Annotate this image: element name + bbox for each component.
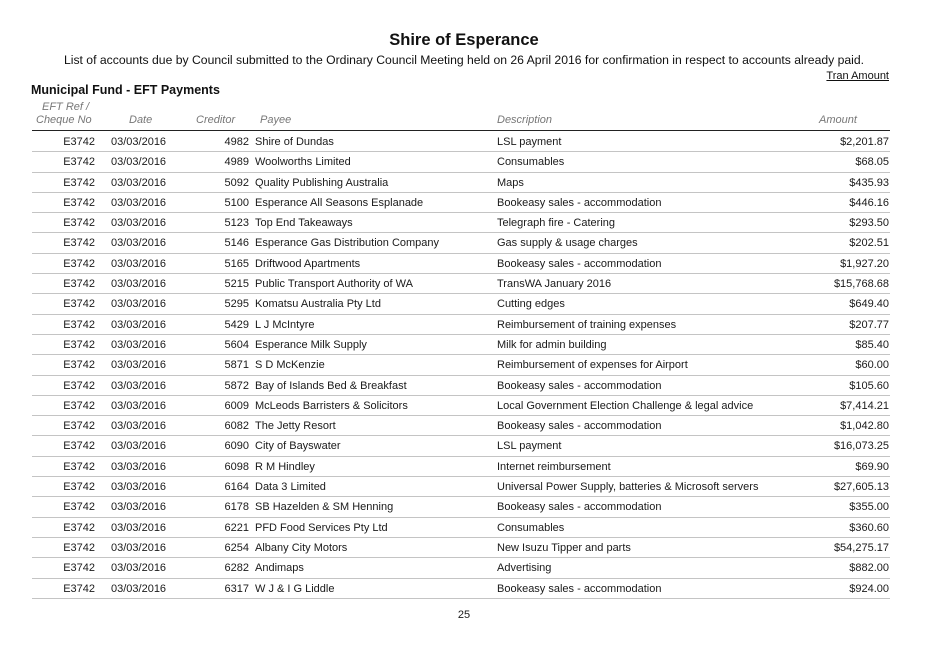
header-date: Date (129, 114, 153, 126)
report-subtitle: List of accounts due by Council submitted to the Ordinary Council Meeting held on 26 April 2016 for confirmation in respect to accounts already paid. (63, 53, 865, 67)
row-creditor: 6082 (224, 420, 249, 433)
header-ref-line2: Cheque No (36, 114, 92, 126)
row-creditor: 5100 (224, 196, 249, 209)
row-payee: Esperance All Seasons Esplanade (255, 196, 424, 209)
table-row (0, 518, 928, 538)
row-amount: $355.00 (849, 501, 889, 514)
table-row (0, 579, 928, 599)
row-amount: $435.93 (849, 176, 889, 189)
row-ref: E3742 (63, 521, 95, 534)
header-description: Description (497, 114, 553, 126)
row-payee: W J & I G Liddle (255, 582, 335, 595)
row-description: Local Government Election Challenge & legal advice (497, 399, 754, 412)
row-description: Reimbursement of training expenses (497, 318, 677, 331)
row-amount: $16,073.25 (833, 440, 889, 453)
row-ref: E3742 (63, 359, 95, 372)
row-creditor: 6254 (224, 541, 249, 554)
header-payee: Payee (260, 114, 292, 126)
table-row (0, 457, 928, 477)
row-creditor: 5146 (224, 237, 249, 250)
row-creditor: 6317 (224, 582, 249, 595)
row-payee: City of Bayswater (255, 440, 341, 453)
report-title: Shire of Esperance (389, 31, 539, 49)
row-ref: E3742 (63, 217, 95, 230)
row-date: 03/03/2016 (111, 521, 167, 534)
row-date: 03/03/2016 (111, 237, 167, 250)
row-description: Milk for admin building (497, 338, 607, 351)
row-date: 03/03/2016 (111, 501, 167, 514)
row-ref: E3742 (63, 196, 95, 209)
table-row (0, 376, 928, 396)
row-creditor: 6009 (224, 399, 249, 412)
row-description: Cutting edges (497, 298, 565, 311)
row-ref: E3742 (63, 278, 95, 291)
row-date: 03/03/2016 (111, 156, 167, 169)
row-description: Advertising (497, 562, 552, 575)
row-ref: E3742 (63, 399, 95, 412)
row-creditor: 5092 (224, 176, 249, 189)
row-payee: The Jetty Resort (255, 420, 336, 433)
row-description: Universal Power Supply, batteries & Microsoft servers (497, 481, 759, 494)
row-amount: $207.77 (849, 318, 889, 331)
table-row (0, 173, 928, 193)
row-payee: Albany City Motors (255, 541, 348, 554)
row-description: New Isuzu Tipper and parts (497, 541, 631, 554)
row-amount: $202.51 (849, 237, 889, 250)
row-date: 03/03/2016 (111, 541, 167, 554)
row-description: TransWA January 2016 (497, 278, 612, 291)
row-ref: E3742 (63, 460, 95, 473)
row-creditor: 5215 (224, 278, 249, 291)
row-description: Bookeasy sales - accommodation (497, 379, 662, 392)
row-date: 03/03/2016 (111, 420, 167, 433)
row-payee: Driftwood Apartments (255, 257, 361, 270)
row-description: Bookeasy sales - accommodation (497, 257, 662, 270)
row-payee: L J McIntyre (255, 318, 315, 331)
row-description: Maps (497, 176, 524, 189)
row-amount: $85.40 (855, 338, 889, 351)
row-creditor: 6282 (224, 562, 249, 575)
row-ref: E3742 (63, 481, 95, 494)
row-payee: Esperance Milk Supply (255, 338, 367, 351)
row-creditor: 6178 (224, 501, 249, 514)
row-date: 03/03/2016 (111, 359, 167, 372)
table-row (0, 193, 928, 213)
row-payee: Top End Takeaways (255, 217, 353, 230)
row-payee: Esperance Gas Distribution Company (255, 237, 440, 250)
row-date: 03/03/2016 (111, 379, 167, 392)
row-description: Gas supply & usage charges (497, 237, 638, 250)
table-row (0, 132, 928, 152)
row-date: 03/03/2016 (111, 318, 167, 331)
row-amount: $27,605.13 (833, 481, 889, 494)
row-amount: $105.60 (849, 379, 889, 392)
row-date: 03/03/2016 (111, 481, 167, 494)
table-row (0, 233, 928, 253)
row-ref: E3742 (63, 440, 95, 453)
table-row (0, 254, 928, 274)
row-ref: E3742 (63, 257, 95, 270)
row-description: LSL payment (497, 440, 562, 453)
row-ref: E3742 (63, 541, 95, 554)
row-payee: Quality Publishing Australia (255, 176, 389, 189)
row-payee: S D McKenzie (255, 359, 325, 372)
row-payee: Bay of Islands Bed & Breakfast (255, 379, 407, 392)
row-amount: $54,275.17 (833, 541, 889, 554)
row-creditor: 6164 (224, 481, 249, 494)
row-amount: $1,927.20 (840, 257, 889, 270)
row-payee: PFD Food Services Pty Ltd (255, 521, 388, 534)
header-ref-line1: EFT Ref / (42, 101, 90, 113)
row-payee: Woolworths Limited (255, 156, 351, 169)
row-ref: E3742 (63, 237, 95, 250)
row-creditor: 5295 (224, 298, 249, 311)
row-date: 03/03/2016 (111, 176, 167, 189)
row-amount: $15,768.68 (833, 278, 889, 291)
page-number: 25 (457, 609, 471, 621)
row-amount: $293.50 (849, 217, 889, 230)
table-row (0, 355, 928, 375)
row-description: Reimbursement of expenses for Airport (497, 359, 688, 372)
row-date: 03/03/2016 (111, 217, 167, 230)
tran-amount-label: Tran Amount (826, 70, 889, 82)
row-amount: $69.90 (855, 460, 889, 473)
row-divider (32, 598, 890, 599)
table-row (0, 477, 928, 497)
table-row (0, 436, 928, 456)
row-ref: E3742 (63, 501, 95, 514)
row-date: 03/03/2016 (111, 460, 167, 473)
row-amount: $60.00 (855, 359, 889, 372)
table-row (0, 294, 928, 314)
row-description: Bookeasy sales - accommodation (497, 196, 662, 209)
row-payee: Public Transport Authority of WA (255, 278, 413, 291)
row-creditor: 6090 (224, 440, 249, 453)
row-description: Internet reimbursement (497, 460, 611, 473)
row-amount: $1,042.80 (840, 420, 889, 433)
row-amount: $882.00 (849, 562, 889, 575)
row-ref: E3742 (63, 136, 95, 148)
table-row (0, 396, 928, 416)
table-row (0, 497, 928, 517)
row-ref: E3742 (63, 298, 95, 311)
row-description: Consumables (497, 156, 565, 169)
row-amount: $360.60 (849, 521, 889, 534)
table-row (0, 152, 928, 172)
row-creditor: 6098 (224, 460, 249, 473)
table-row (0, 213, 928, 233)
table-row (0, 558, 928, 578)
table-row (0, 416, 928, 436)
row-date: 03/03/2016 (111, 257, 167, 270)
row-amount: $68.05 (855, 156, 889, 169)
row-payee: Komatsu Australia Pty Ltd (255, 298, 381, 311)
row-creditor: 5872 (224, 379, 249, 392)
row-description: Consumables (497, 521, 565, 534)
table-row (0, 274, 928, 294)
row-date: 03/03/2016 (111, 582, 167, 595)
header-creditor: Creditor (196, 114, 236, 126)
row-creditor: 5604 (224, 338, 249, 351)
row-ref: E3742 (63, 582, 95, 595)
row-amount: $7,414.21 (840, 399, 889, 412)
row-date: 03/03/2016 (111, 338, 167, 351)
row-creditor: 5165 (224, 257, 249, 270)
row-ref: E3742 (63, 318, 95, 331)
table-row (0, 315, 928, 335)
row-payee: McLeods Barristers & Solicitors (255, 399, 408, 412)
row-ref: E3742 (63, 156, 95, 169)
row-date: 03/03/2016 (111, 298, 167, 311)
row-amount: $2,201.87 (840, 136, 889, 148)
row-creditor: 5871 (224, 359, 249, 372)
row-creditor: 4989 (224, 156, 249, 169)
row-description: LSL payment (497, 136, 562, 148)
row-amount: $924.00 (849, 582, 889, 595)
row-creditor: 4982 (224, 136, 249, 148)
row-date: 03/03/2016 (111, 562, 167, 575)
row-payee: Andimaps (255, 562, 304, 575)
row-payee: Shire of Dundas (255, 136, 334, 148)
section-title: Municipal Fund - EFT Payments (31, 83, 220, 97)
row-date: 03/03/2016 (111, 440, 167, 453)
row-payee: R M Hindley (255, 460, 315, 473)
row-amount: $649.40 (849, 298, 889, 311)
header-divider (32, 130, 890, 131)
table-row (0, 335, 928, 355)
row-date: 03/03/2016 (111, 278, 167, 291)
row-date: 03/03/2016 (111, 399, 167, 412)
row-description: Bookeasy sales - accommodation (497, 501, 662, 514)
row-date: 03/03/2016 (111, 136, 167, 148)
row-amount: $446.16 (849, 196, 889, 209)
row-payee: SB Hazelden & SM Henning (255, 501, 394, 514)
row-ref: E3742 (63, 338, 95, 351)
table-row (0, 538, 928, 558)
payments-table (0, 132, 928, 599)
row-description: Telegraph fire - Catering (497, 217, 616, 230)
row-creditor: 6221 (224, 521, 249, 534)
row-ref: E3742 (63, 379, 95, 392)
row-description: Bookeasy sales - accommodation (497, 582, 662, 595)
row-ref: E3742 (63, 420, 95, 433)
row-payee: Data 3 Limited (255, 481, 326, 494)
row-ref: E3742 (63, 562, 95, 575)
row-creditor: 5429 (224, 318, 249, 331)
row-creditor: 5123 (224, 217, 249, 230)
row-date: 03/03/2016 (111, 196, 167, 209)
row-ref: E3742 (63, 176, 95, 189)
header-amount: Amount (819, 114, 857, 126)
row-description: Bookeasy sales - accommodation (497, 420, 662, 433)
